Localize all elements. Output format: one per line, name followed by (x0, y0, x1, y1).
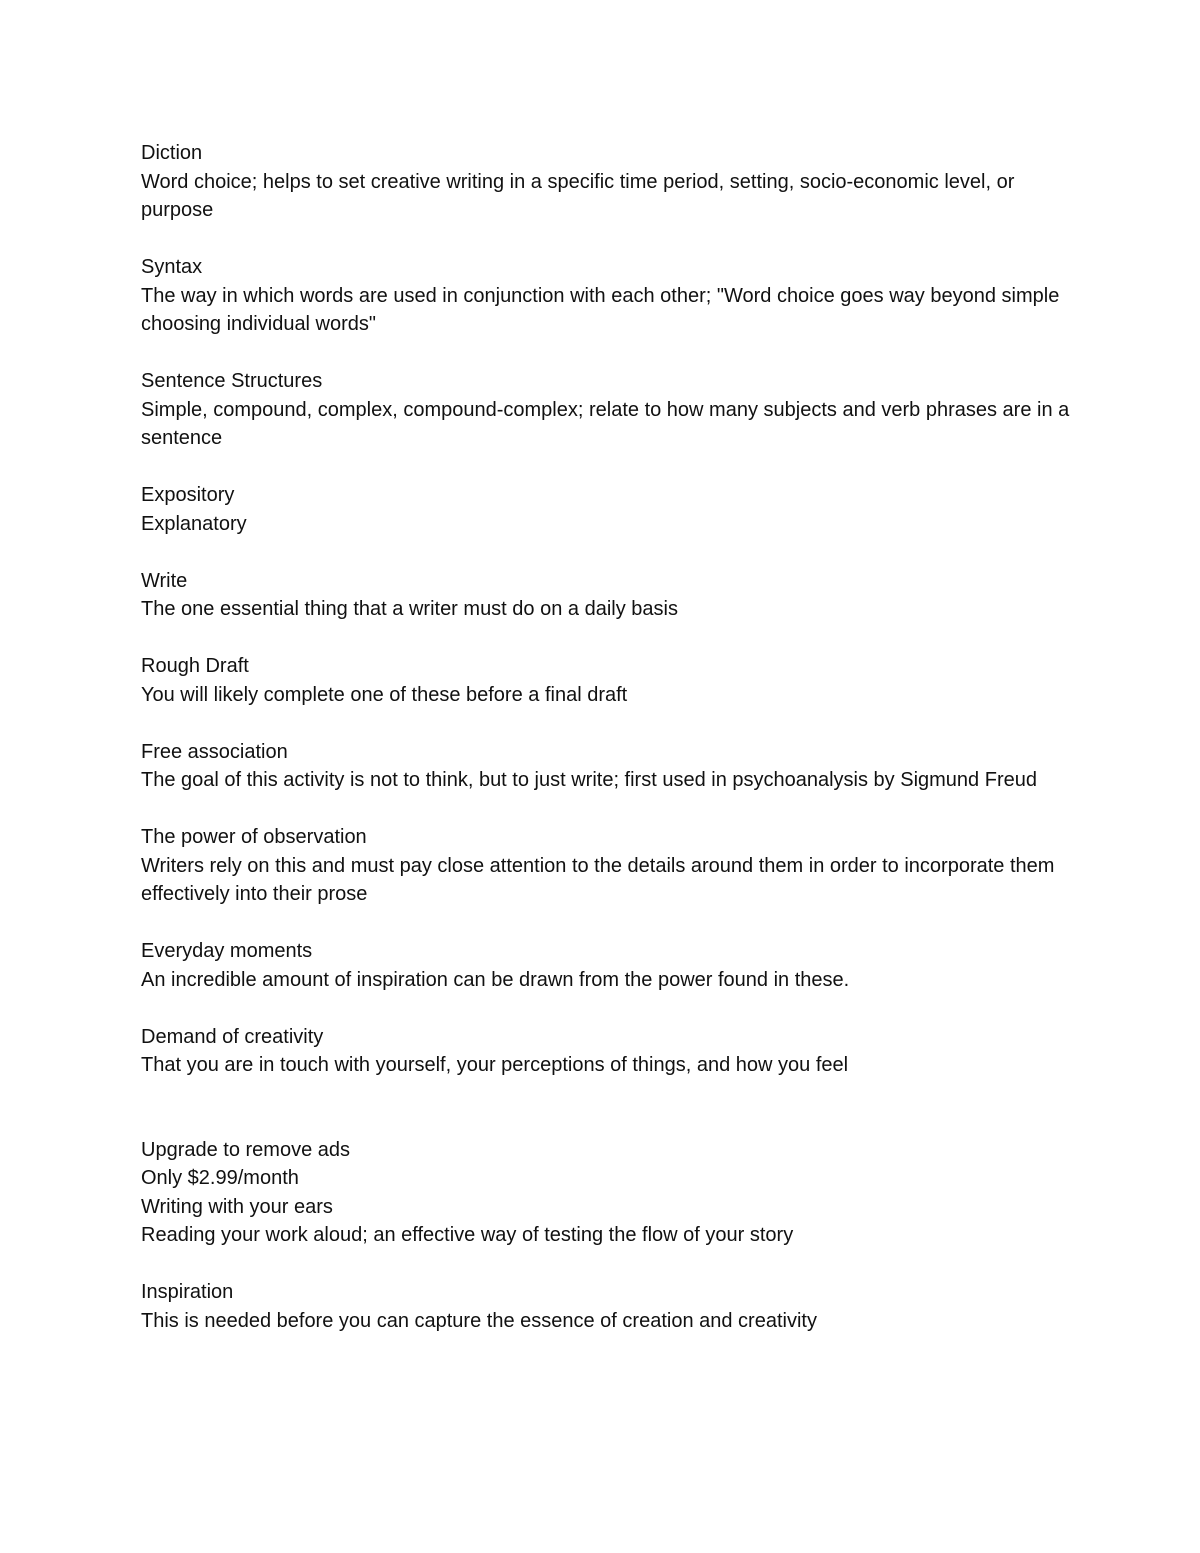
term: Rough Draft (141, 655, 249, 677)
term: Free association (141, 740, 288, 763)
glossary-entry (141, 823, 1071, 909)
definition: The one essential thing that a writer must do on a daily basis (141, 598, 678, 620)
glossary-entry (141, 1193, 1071, 1250)
term: Everyday moments (141, 940, 313, 962)
definition: The goal of this activity is not to think, but to just write; first used in psychoanalysis by Sigmund Freud (141, 769, 1037, 791)
definition: You will likely complete one of these before a final draft (141, 683, 628, 706)
definition: Word choice; helps to set creative writing in a specific time period, setting, socio-economic level, or purpose (141, 170, 1015, 221)
term: Inspiration (141, 1281, 234, 1303)
term: Demand of creativity (141, 1025, 324, 1048)
upgrade-ad-link[interactable]: Upgrade to remove ads (141, 1138, 351, 1161)
document-page (141, 139, 1071, 1364)
ad-price: Only $2.99/month (141, 1167, 299, 1189)
glossary-entry (141, 253, 1071, 339)
term: Diction (141, 142, 203, 164)
glossary-entry (141, 139, 1071, 225)
glossary-entry (141, 937, 1071, 994)
term: Syntax (141, 256, 203, 278)
term: The power of observation (141, 826, 367, 848)
definition: That you are in touch with yourself, your perceptions of things, and how you feel (141, 1054, 849, 1076)
definition: The way in which words are used in conjunction with each other; "Word choice goes way beyond simple choosing individual words" (141, 284, 1060, 335)
glossary-entry (141, 481, 1071, 538)
term: Write (141, 569, 188, 592)
definition: Reading your work aloud; an effective way of testing the flow of your story (141, 1224, 794, 1246)
term: Writing with your ears (141, 1195, 333, 1218)
ad-block (141, 1136, 1071, 1193)
glossary-entry (141, 1023, 1071, 1080)
definition: An incredible amount of inspiration can be drawn from the power found in these. (141, 968, 850, 991)
term: Expository (141, 484, 235, 506)
glossary-entry (141, 738, 1071, 795)
glossary-entry (141, 567, 1071, 624)
definition: Simple, compound, complex, compound-complex; relate to how many subjects and verb phrases are in a sentence (141, 398, 1070, 449)
term: Sentence Structures (141, 370, 323, 392)
definition: Explanatory (141, 512, 247, 535)
definition: Writers rely on this and must pay close attention to the details around them in order to incorporate them effectively into their prose (141, 854, 1055, 905)
glossary-entry (141, 1278, 1071, 1335)
glossary-entry (141, 367, 1071, 453)
glossary-entry (141, 652, 1071, 709)
definition: This is needed before you can capture the essence of creation and creativity (141, 1309, 817, 1332)
